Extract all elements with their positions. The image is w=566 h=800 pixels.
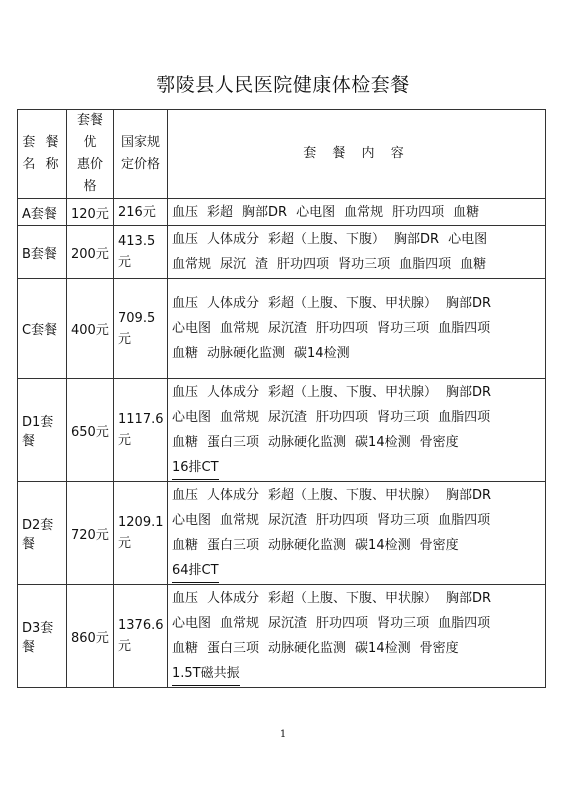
exam-item: 心电图 — [172, 410, 212, 425]
exam-item: 胸部DR — [446, 488, 492, 503]
package-price: 860元 — [67, 585, 114, 688]
exam-item: 血糖 — [172, 538, 199, 553]
exam-item: 肾功三项 — [377, 513, 430, 528]
package-content — [168, 226, 546, 279]
exam-item: 肾功三项 — [377, 410, 430, 425]
package-national-price: 1209.1元 — [114, 482, 168, 585]
exam-item: 彩超 — [207, 204, 234, 220]
package-name: B套餐 — [18, 226, 67, 279]
table-row — [18, 379, 546, 482]
exam-item: 血常规 — [220, 513, 260, 528]
content-line — [172, 586, 541, 611]
exam-item: 碳14检测 — [294, 346, 350, 361]
exam-item: 血脂四项 — [438, 513, 491, 528]
package-price: 400元 — [67, 279, 114, 379]
exam-item: 尿沉渣 — [268, 616, 308, 631]
exam-item: 人体成分 — [207, 591, 260, 606]
exam-item: 肾功三项 — [377, 321, 430, 336]
exam-item: 动脉硬化监测 — [207, 346, 286, 361]
exam-item: 蛋白三项 — [207, 641, 260, 656]
package-price: 120元 — [67, 199, 114, 226]
exam-item: 人体成分 — [207, 232, 260, 247]
package-price: 200元 — [67, 226, 114, 279]
content-line — [172, 405, 541, 430]
exam-item: 血脂四项 — [438, 321, 491, 336]
content-line — [172, 430, 541, 455]
package-name: D3套餐 — [18, 585, 67, 688]
exam-item: 渣 — [255, 257, 269, 272]
exam-item: 血脂四项 — [438, 410, 491, 425]
exam-item: 尿沉渣 — [268, 513, 308, 528]
table-row — [18, 279, 546, 379]
exam-item: 血糖 — [172, 346, 199, 361]
exam-item: 彩超（上腹、下腹） — [268, 232, 386, 247]
exam-item: 血糖 — [172, 435, 199, 450]
header-national-price: 国家规 定价格 — [114, 110, 168, 199]
exam-item: 血常规 — [220, 321, 260, 336]
exam-item: 人体成分 — [207, 385, 260, 400]
exam-item: 肝功四项 — [316, 410, 369, 425]
exam-item: 血常规 — [220, 410, 260, 425]
package-content — [168, 482, 546, 585]
exam-item: 胸部DR — [446, 591, 492, 606]
exam-item: 血糖 — [172, 641, 199, 656]
exam-item: 肾功三项 — [338, 257, 391, 272]
package-national-price: 1117.6元 — [114, 379, 168, 482]
exam-item: 心电图 — [172, 616, 212, 631]
header-discount-price: 套餐优 惠价格 — [67, 110, 114, 199]
exam-item: 胸部DR — [446, 296, 492, 311]
exam-item: 肝功四项 — [277, 257, 330, 272]
exam-item: 人体成分 — [207, 296, 260, 311]
package-name: D1套餐 — [18, 379, 67, 482]
package-content — [168, 279, 546, 379]
exam-item: 血常规 — [172, 257, 212, 272]
exam-item: 肝功四项 — [316, 616, 369, 631]
exam-item: 心电图 — [448, 232, 488, 247]
exam-item: 动脉硬化监测 — [268, 435, 347, 450]
special-exam: 16排CT — [172, 457, 219, 480]
exam-item: 彩超（上腹、下腹、甲状腺） — [268, 591, 438, 606]
exam-item: 尿沉渣 — [268, 321, 308, 336]
exam-item: 血脂四项 — [399, 257, 452, 272]
content-line — [172, 316, 541, 341]
exam-item: 胸部DR — [242, 204, 288, 220]
content-line — [172, 611, 541, 636]
exam-item: 尿沉 — [220, 257, 247, 272]
exam-item: 血压 — [172, 591, 199, 606]
exam-item: 蛋白三项 — [207, 435, 260, 450]
package-name: D2套餐 — [18, 482, 67, 585]
exam-item: 肝功四项 — [392, 204, 445, 220]
exam-item: 彩超（上腹、下腹、甲状腺） — [268, 296, 438, 311]
package-national-price: 1376.6元 — [114, 585, 168, 688]
package-name: A套餐 — [18, 199, 67, 226]
exam-item: 血脂四项 — [438, 616, 491, 631]
table-row — [18, 585, 546, 688]
package-price: 650元 — [67, 379, 114, 482]
exam-item: 血常规 — [344, 204, 384, 220]
exam-item: 胸部DR — [394, 232, 440, 247]
exam-item: 骨密度 — [419, 538, 459, 553]
package-table — [17, 109, 546, 688]
exam-item: 碳14检测 — [355, 641, 411, 656]
exam-item: 尿沉渣 — [268, 410, 308, 425]
content-line — [172, 508, 541, 533]
exam-item: 血常规 — [220, 616, 260, 631]
content-line — [172, 483, 541, 508]
content-line — [172, 636, 541, 661]
exam-item: 胸部DR — [446, 385, 492, 400]
page-number: 1 — [279, 729, 287, 740]
exam-item: 肾功三项 — [377, 616, 430, 631]
table-row — [18, 226, 546, 279]
special-exam: 1.5T磁共振 — [172, 663, 240, 686]
table-row — [18, 199, 546, 226]
exam-item: 肝功四项 — [316, 513, 369, 528]
exam-item: 动脉硬化监测 — [268, 641, 347, 656]
exam-item: 碳14检测 — [355, 435, 411, 450]
exam-item: 血压 — [172, 385, 199, 400]
exam-item: 血压 — [172, 204, 199, 220]
package-name: C套餐 — [18, 279, 67, 379]
exam-item: 彩超（上腹、下腹、甲状腺） — [268, 488, 438, 503]
content-line — [172, 227, 541, 252]
content-line — [172, 200, 541, 225]
exam-item: 血压 — [172, 296, 199, 311]
package-content — [168, 585, 546, 688]
exam-item: 血糖 — [453, 204, 480, 220]
table-row — [18, 482, 546, 585]
content-line — [172, 341, 541, 366]
exam-item: 彩超（上腹、下腹、甲状腺） — [268, 385, 438, 400]
header-package-content: 套 餐 内 容 — [168, 110, 546, 199]
exam-item: 血压 — [172, 232, 199, 247]
exam-item: 人体成分 — [207, 488, 260, 503]
exam-item: 心电图 — [172, 513, 212, 528]
exam-item: 骨密度 — [419, 641, 459, 656]
exam-item: 肝功四项 — [316, 321, 369, 336]
special-exam: 64排CT — [172, 560, 219, 583]
exam-item: 蛋白三项 — [207, 538, 260, 553]
exam-item: 心电图 — [296, 204, 336, 220]
package-content — [168, 199, 546, 226]
content-line — [172, 291, 541, 316]
exam-item: 血糖 — [460, 257, 487, 272]
header-package-name: 套 餐 名 称 — [18, 110, 67, 199]
package-national-price: 216元 — [114, 199, 168, 226]
exam-item: 骨密度 — [419, 435, 459, 450]
exam-item: 心电图 — [172, 321, 212, 336]
content-line — [172, 252, 541, 277]
content-line — [172, 380, 541, 405]
package-national-price: 709.5元 — [114, 279, 168, 379]
exam-item: 碳14检测 — [355, 538, 411, 553]
page-title: 鄠陵县人民医院健康体检套餐 — [156, 74, 410, 96]
package-national-price: 413.5元 — [114, 226, 168, 279]
content-line — [172, 533, 541, 558]
package-price: 720元 — [67, 482, 114, 585]
exam-item: 血压 — [172, 488, 199, 503]
package-content — [168, 379, 546, 482]
exam-item: 动脉硬化监测 — [268, 538, 347, 553]
table-header-row — [18, 110, 546, 199]
